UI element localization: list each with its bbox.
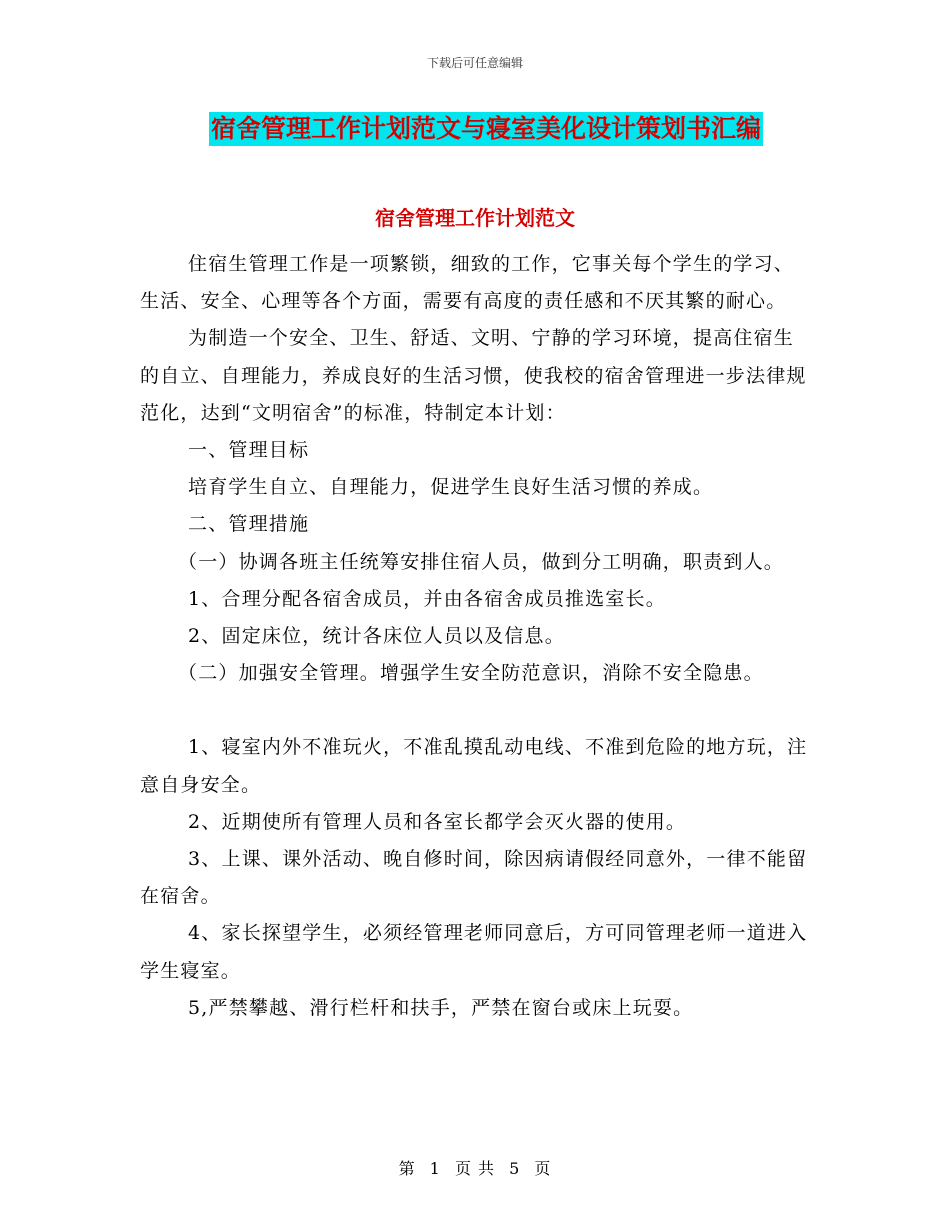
page-mid: 页 共 (454, 1159, 496, 1178)
paragraph: 为制造一个安全、卫生、舒适、文明、宁静的学习环境，提高住宿生的自立、自理能力，养成良好的生活习惯，使我校的宿舍管理进一步法律规范化，达到“文明宿舍”的标准，特制定本计划： (140, 327, 807, 424)
page-number: 1 (429, 1159, 441, 1178)
list-item: 4、家长探望学生，必须经管理老师同意后，方可同管理老师一道进入学生寝室。 (140, 922, 808, 982)
list-item: 3、上课、课外活动、晚自修时间，除因病请假经同意外，一律不能留在宿舍。 (140, 848, 808, 908)
list-item: 1、合理分配各宿舍成员，并由各宿舍成员推选室长。 (188, 587, 666, 610)
list-item: 2、近期使所有管理人员和各室长都学会灭火器的使用。 (188, 810, 687, 833)
heading-measures: 二、管理措施 (188, 513, 310, 536)
section-title: 宿舍管理工作计划范文 (375, 206, 575, 230)
header-note: 下载后可任意编辑 (426, 56, 523, 70)
page-total: 5 (509, 1159, 521, 1178)
subheading: （二）加强安全管理。增强学生安全防范意识，消除不安全隐患。 (178, 662, 764, 685)
list-item: 5,严禁攀越、滑行栏杆和扶手，严禁在窗台或床上玩耍。 (188, 996, 694, 1019)
blank-line (140, 692, 812, 729)
document-title: 宿舍管理工作计划范文与寝室美化设计策划书汇编 (209, 112, 763, 146)
paragraph: 培育学生自立、自理能力，促进学生良好生活习惯的养成。 (188, 476, 714, 499)
list-item: 1、寝室内外不准玩火，不准乱摸乱动电线、不准到危险的地方玩，注意自身安全。 (140, 736, 808, 796)
page-prefix: 第 (398, 1159, 416, 1178)
document-body (140, 246, 812, 1027)
heading-goals: 一、管理目标 (188, 439, 310, 462)
page-footer (0, 1156, 950, 1179)
page-suffix: 页 (534, 1159, 552, 1178)
subheading: （一）协调各班主任统筹安排住宿人员，做到分工明确，职责到人。 (178, 550, 785, 573)
list-item: 2、固定床位，统计各床位人员以及信息。 (188, 625, 565, 648)
paragraph: 住宿生管理工作是一项繁锁，细致的工作，它事关每个学生的学习、生活、安全、心理等各个方面，需要有高度的责任感和不厌其繁的耐心。 (140, 253, 795, 313)
